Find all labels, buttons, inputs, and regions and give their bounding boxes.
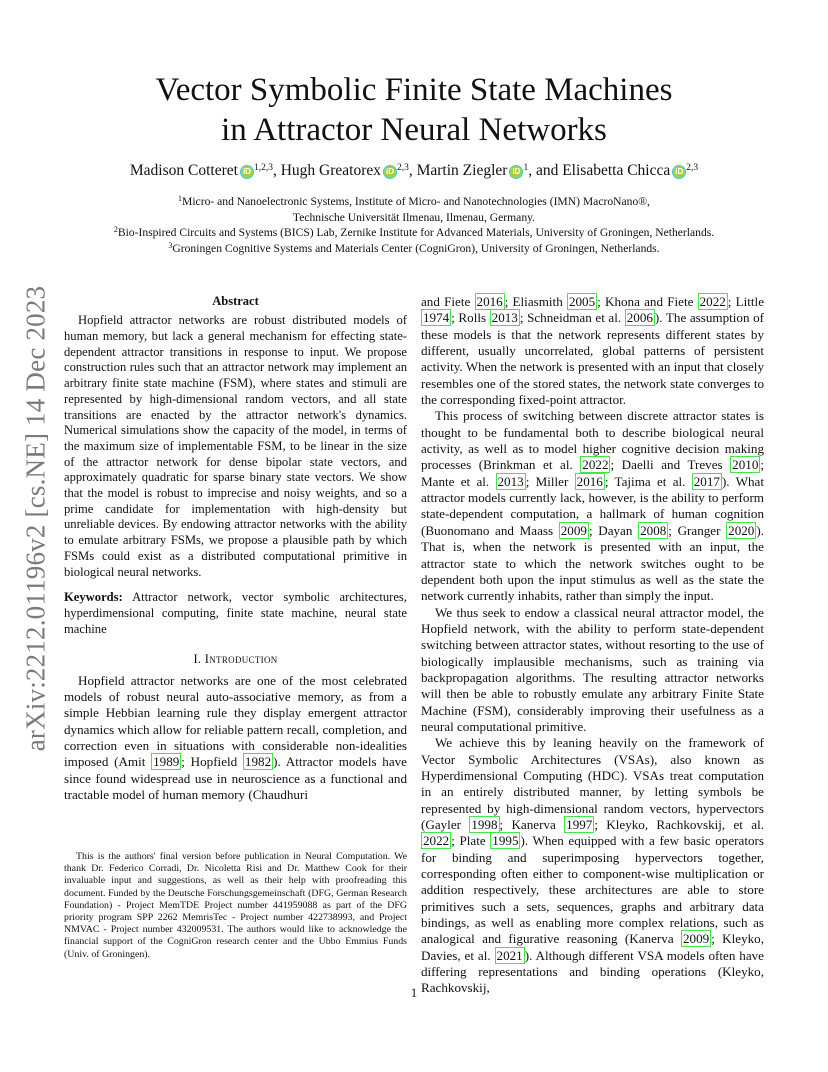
citation-link[interactable]: 2022	[582, 457, 609, 473]
orcid-icon[interactable]: iD	[675, 167, 684, 176]
affiliation-marker: 2	[113, 225, 118, 234]
affiliation-text: Micro- and Nanoelectronic Systems, Institute of Micro- and Nanotechnologies (IMN) MacroNano®,	[182, 195, 650, 208]
affiliation-3	[64, 241, 764, 257]
citation-link[interactable]: 2013	[497, 473, 524, 489]
paragraph-text: ). Attractor models have since found widespread use in neuroscience as a functional and tractable model of human memory (Chaudhuri	[64, 754, 407, 803]
paragraph-text: ; Tajima et al.	[604, 473, 692, 489]
citation-link[interactable]: 2022	[699, 294, 726, 309]
citation-link[interactable]: 2009	[560, 522, 587, 538]
paragraph-text: and Fiete	[421, 294, 475, 309]
author-affiliation-marker: 2,3	[686, 163, 699, 173]
citation-link[interactable]: 2013	[491, 310, 518, 326]
title-line-1: Vector Symbolic Finite State Machines	[155, 72, 673, 108]
citation-link[interactable]: 1982	[244, 754, 272, 770]
keywords-text: Attractor network, vector symbolic architectures, hyperdimensional computing, finite state machine, neural state machine	[64, 590, 407, 636]
title-line-2: in Attractor Neural Networks	[221, 112, 607, 148]
paragraph-text: ; Schneidman et al.	[519, 310, 625, 326]
paragraph-text: ). Although different VSA models often have differing representations and binding operations (Kleyko, Rachkovskij,	[421, 947, 764, 996]
body-paragraph: We thus seek to endow a classical neural attractor model, the Hopfield network, with the ability to perform state-dependent switching between attractor states, without resorting to the use of biologically implausible mechanisms, such as training via backpropagation algorithms. The resulting attractor networks will then be able to robustly emulate any arbitrary Finite State Machine (FSM), considerably improving their usefulness as a neural computational primitive.	[421, 604, 764, 734]
footnote: This is the authors' final version before publication in Neural Computation. We thank Dr. Federico Corradi, Dr. Nicoletta Risi and Dr. Matthew Cook for their invaluable input and suggestions, as well as their help with proofreading this document. Funded by the Deutsche Forschungsgemeinschaft (DFG, German Research Foundation) - Project MemTDE Project number 441959088 as part of the DFG priority program SPP 2262 MemrisTec - Project number 422738993, and Project NMVAC - Project number 432009531. The authors would like to acknowledge the financial support of the CogniGron research center and the Ubbo Emmius Funds (Univ. of Groningen).	[64, 851, 407, 960]
author-separator: ,	[272, 162, 281, 179]
paper-title	[64, 70, 764, 150]
body-paragraph	[421, 408, 764, 604]
paragraph-text: ; Little	[727, 294, 765, 309]
citation-link[interactable]: 2016	[576, 473, 603, 489]
keywords-label: Keywords:	[64, 590, 123, 605]
paragraph-text: ; Khona and Fiete	[597, 294, 698, 309]
affiliations	[64, 194, 764, 256]
affiliation-marker: 3	[168, 240, 173, 250]
left-column	[64, 293, 407, 804]
abstract-body: Hopfield attractor networks are robust distributed models of human memory, but lack a general mechanism for effecting state-dependent attractor transitions in response to input. We propose construction rules such that an attractor network may implement an arbitrary finite state machine (FSM), where states and stimuli are represented by high-dimensional random vectors, and all state transitions are enacted by the attractor network's dynamics. Numerical simulations show the capacity of the model, in terms of the maximum size of implementable FSM, to be linear in the size of the attractor network for dense bipolar state vectors, and approximately quadratic for sparse binary state vectors. We show that the model is robust to imprecise and noisy weights, and so a prime candidate for implementation with high-density but unreliable devices. By endowing attractor networks with the ability to emulate arbitrary FSMs, we propose a plausible path by which FSMs could exist as a distributed computational primitive in biological neural networks.	[64, 313, 407, 579]
paragraph-text: ). The assumption of these models is that the network represents different states by different, usually uncorrelated, global patterns of persistent activity. When the network is presented with an input that closely resembles one of the stored states, the network state converges to the corresponding fixed-point attractor.	[421, 310, 764, 408]
author-name: Elisabetta Chicca	[562, 162, 671, 179]
section-heading-introduction	[64, 651, 407, 667]
section-title: Introduction	[204, 652, 278, 667]
author-affiliation-marker: 2,3	[396, 163, 409, 173]
author-name: Madison Cotteret	[129, 162, 238, 179]
citation-link[interactable]: 1974	[423, 310, 450, 326]
citation-link[interactable]: 2005	[568, 294, 596, 309]
citation-link[interactable]: 2010	[732, 457, 759, 473]
body-paragraph	[421, 294, 764, 408]
page-number: 1	[410, 985, 418, 1000]
citation-link[interactable]: 2017	[693, 473, 720, 489]
author-separator: ,	[408, 162, 417, 179]
paragraph-text: ). When equipped with a few basic operators for binding and superimposing hypervectors together, corresponding often either to component-wise multiplication or addition respectively, these architectures are able to store primitives such a sets, sequences, graphs and arbitrary data bindings, as well as enabling more complex relations, such as analogical and figurative reasoning (Kanerva	[421, 833, 764, 947]
paragraph-text: ; Kanerva	[499, 817, 565, 832]
paragraph-text: ; Dayan	[588, 522, 639, 538]
orcid-icon[interactable]: iD	[242, 167, 251, 176]
paragraph-text: We achieve this by leaning heavily on the framework of Vector Symbolic Architectures (VSAs), also known as Hyperdimensional Computing (HDC). VSAs treat computation in an entirely distributed manner, by letting symbols be represented by high-dimensional random vectors, hypervectors (Gayler	[421, 735, 764, 832]
citation-link[interactable]: 2022	[423, 833, 450, 849]
paragraph-text: ; Hopfield	[181, 754, 243, 770]
author-name: Martin Ziegler	[416, 162, 508, 179]
paragraph-text: ; Rolls	[451, 310, 490, 326]
paragraph-text: ; Daelli and Treves	[610, 457, 731, 473]
paragraph-text: Hopfield attractor networks are one of the most celebrated models of robust neural auto-associative memory, as from a simple Hebbian learning rule they display emergent attractor dynamics which allow for reliable pattern recall, completion, and correction even in situations with considerable non-idealities imposed (Amit	[64, 672, 407, 770]
orcid-icon[interactable]: iD	[512, 167, 521, 176]
affiliation-1-line-2: Technische Universität Ilmenau, Ilmenau, Germany.	[292, 210, 536, 224]
citation-link[interactable]: 1998	[471, 817, 498, 832]
citation-link[interactable]: 2021	[496, 947, 523, 963]
section-numeral: I.	[193, 652, 202, 667]
citation-link[interactable]: 1989	[153, 754, 180, 770]
affiliation-1-line-1	[64, 194, 764, 210]
paragraph-text: ). That is, when the network is presented with an input, the attractor state to which the network switches ought to be dependent both upon the input stimulus as well as the state the network currently inhabits, rather than simply the input.	[421, 522, 764, 604]
abstract-heading: Abstract	[212, 294, 259, 308]
affiliation-text: Groningen Cognitive Systems and Materials Center (CogniGron), University of Groningen, Netherlands.	[172, 241, 660, 255]
author-affiliation-marker: 1,2,3	[253, 163, 273, 173]
citation-link[interactable]: 1995	[492, 833, 519, 849]
affiliation-text: Bio-Inspired Circuits and Systems (BICS) Lab, Zernike Institute for Advanced Materials, University of Groningen, Netherlands.	[117, 226, 715, 239]
right-column	[421, 294, 764, 997]
citation-link[interactable]: 2008	[640, 522, 667, 538]
arxiv-stamp-text: arXiv:2212.01196v2 [cs.NE] 14 Dec 2023	[20, 285, 51, 751]
body-paragraph	[421, 735, 764, 997]
affiliation-2	[64, 225, 764, 241]
arxiv-identifier-stamp	[16, 283, 56, 753]
paragraph-text: ; Kleyko, Davies, et al.	[421, 931, 764, 963]
affiliation-marker: 1	[178, 194, 183, 203]
author-name: Hugh Greatorex	[280, 162, 381, 179]
citation-link[interactable]: 2006	[626, 310, 653, 326]
author-separator: , and	[528, 162, 563, 179]
citation-link[interactable]: 1997	[566, 817, 593, 832]
intro-paragraph	[64, 673, 407, 804]
keywords	[64, 590, 407, 637]
paragraph-text: ; Miller	[525, 473, 575, 489]
paragraph-text: ; Granger	[668, 522, 727, 538]
paragraph-text: ). What attractor models currently lack, however, is the ability to perform state-dependent computation, a hallmark of human cognition (Buonomano and Maass	[421, 473, 764, 538]
paragraph-text: ; Eliasmith	[504, 294, 567, 309]
paragraph-text: ; Mante et al.	[421, 457, 764, 489]
paragraph-text: This process of switching between discrete attractor states is thought to be fundamental both to describe biological neural activity, as well as to model higher cognitive decision making processes (Brinkman et al.	[421, 408, 764, 473]
author-affiliation-marker: 1	[523, 163, 529, 173]
orcid-icon[interactable]: iD	[385, 167, 394, 176]
paragraph-text: ; Kleyko, Rachkovskij, et al.	[594, 817, 764, 832]
citation-link[interactable]: 2020	[728, 522, 755, 538]
author-list	[64, 160, 764, 182]
citation-link[interactable]: 2009	[683, 931, 710, 947]
citation-link[interactable]: 2016	[476, 294, 503, 309]
paragraph-text: ; Plate	[451, 833, 491, 849]
